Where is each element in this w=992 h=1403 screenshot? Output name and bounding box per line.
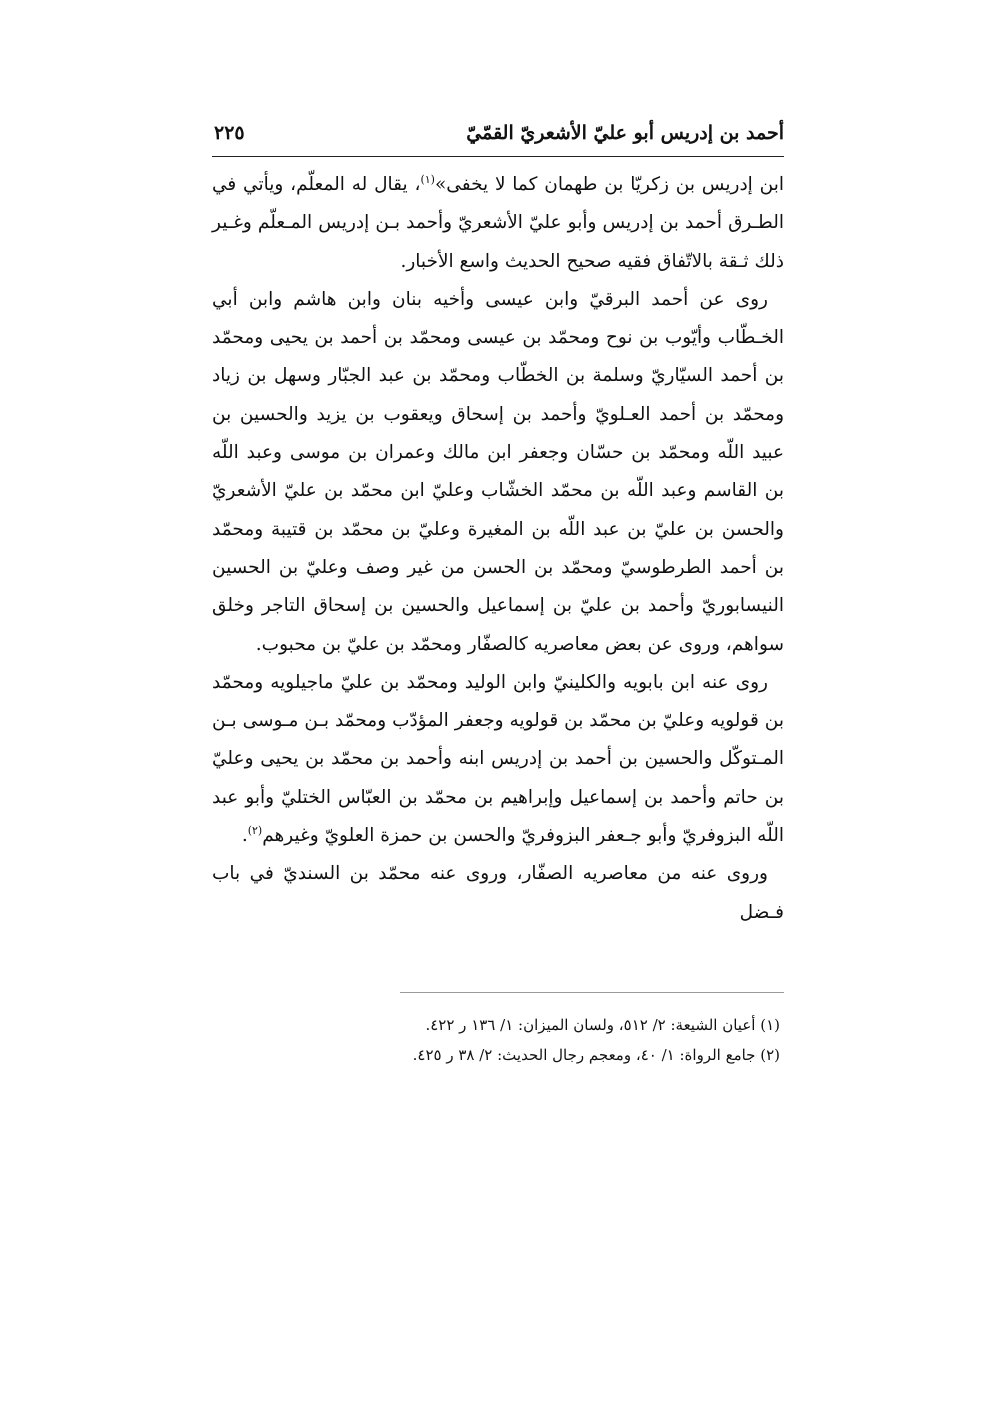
main-text [212, 166, 784, 932]
paragraph-3 [212, 664, 784, 855]
footnote-1: (١) أعيان الشيعة: ٢/ ٥١٢، ولسان الميزان: ١/ ١٣٦ ر ٤٢٢. [425, 1016, 780, 1034]
paragraph-3-text: روى عنه ابن بابويه والكلينيّ وابن الوليد ومحمّد بن عليّ ماجيلويه ومحمّد بن قولويه وعليّ بن محمّد بن قولويه وجعفر المؤدّب ومحمّد بـن مـوسى بـن المـتوكّل والحسين بن أحمد بن إدريس ابنه وأحمد بن محمّد بن يحيى وعليّ بن حاتم وأحمد بن إسماعيل وإبراهيم بن محمّد بن العبّاس الختليّ وأبو عبد اللّه البزوفريّ وأبو جـعفر البزوفريّ والحسن بن حمزة العلويّ وغيرهم [212, 671, 784, 847]
paragraph-2: روى عن أحمد البرقيّ وابن عيسى وأخيه بنان وابن هاشم وابن أبي الخـطّاب وأيّوب بن نوح ومحمّد بن عيسى ومحمّد بن أحمد بن يحيى ومحمّد بن أحمد السيّاريّ وسلمة بن الخطّاب ومحمّد بن عبد الجبّار وسهل بن زياد ومحمّد بن أحمد العـلويّ وأحمد بن إسحاق ويعقوب بن يزيد والحسين بن عبيد اللّه ومحمّد بن حسّان وجعفر ابن مالك وعمران بن موسى وعبد اللّه بن القاسم وعبد اللّه بن محمّد الخشّاب وعليّ ابن محمّد بن عليّ الأشعريّ والحسن بن عليّ بن عبد اللّه بن المغيرة وعليّ بن محمّد بن قتيبة ومحمّد بن أحمد الطرطوسيّ ومحمّد بن الحسن من غير وصف وعليّ بن الحسين النيسابوريّ وأحمد بن عليّ بن إسماعيل والحسين بن إسحاق التاجر وخلق سواهم، وروى عن بعض معاصريه كالصفّار ومحمّد بن عليّ بن محبوب. [212, 288, 784, 655]
paragraph-1-continuation: ، يقال له المعلّم، ويأتي في الطـرق أحمد بن إدريس وأبو عليّ الأشعريّ وأحمد بـن إدريس المـعلّم وغـير ذلك ثـقة بالاتّفاق فقيه صحيح الحديث واسع الأخبار. [212, 174, 784, 272]
footnote-ref-1: (١) [420, 172, 435, 186]
running-title: أحمد بن إدريس أبو عليّ الأشعريّ القمّيّ [466, 122, 784, 144]
running-header [212, 118, 784, 157]
paragraph-1-text: ابن إدريس بن زكريّا بن طهمان كما لا يخفى» [434, 174, 784, 195]
paragraph-1 [212, 166, 784, 281]
footnotes [212, 1010, 780, 1070]
page-number: ٢٢٥ [214, 122, 245, 144]
footnote-ref-2: (٢) [247, 823, 263, 837]
footnote-separator [400, 992, 784, 993]
paragraph-4: وروى عنه من معاصريه الصفّار، وروى عنه محمّد بن السنديّ في باب فـضل [212, 863, 784, 923]
footnote-2: (٢) جامع الرواة: ١/ ٤٠، ومعجم رجال الحديث: ٢/ ٣٨ ر ٤٢٥. [412, 1046, 780, 1064]
paragraph-3-end: . [241, 825, 248, 847]
